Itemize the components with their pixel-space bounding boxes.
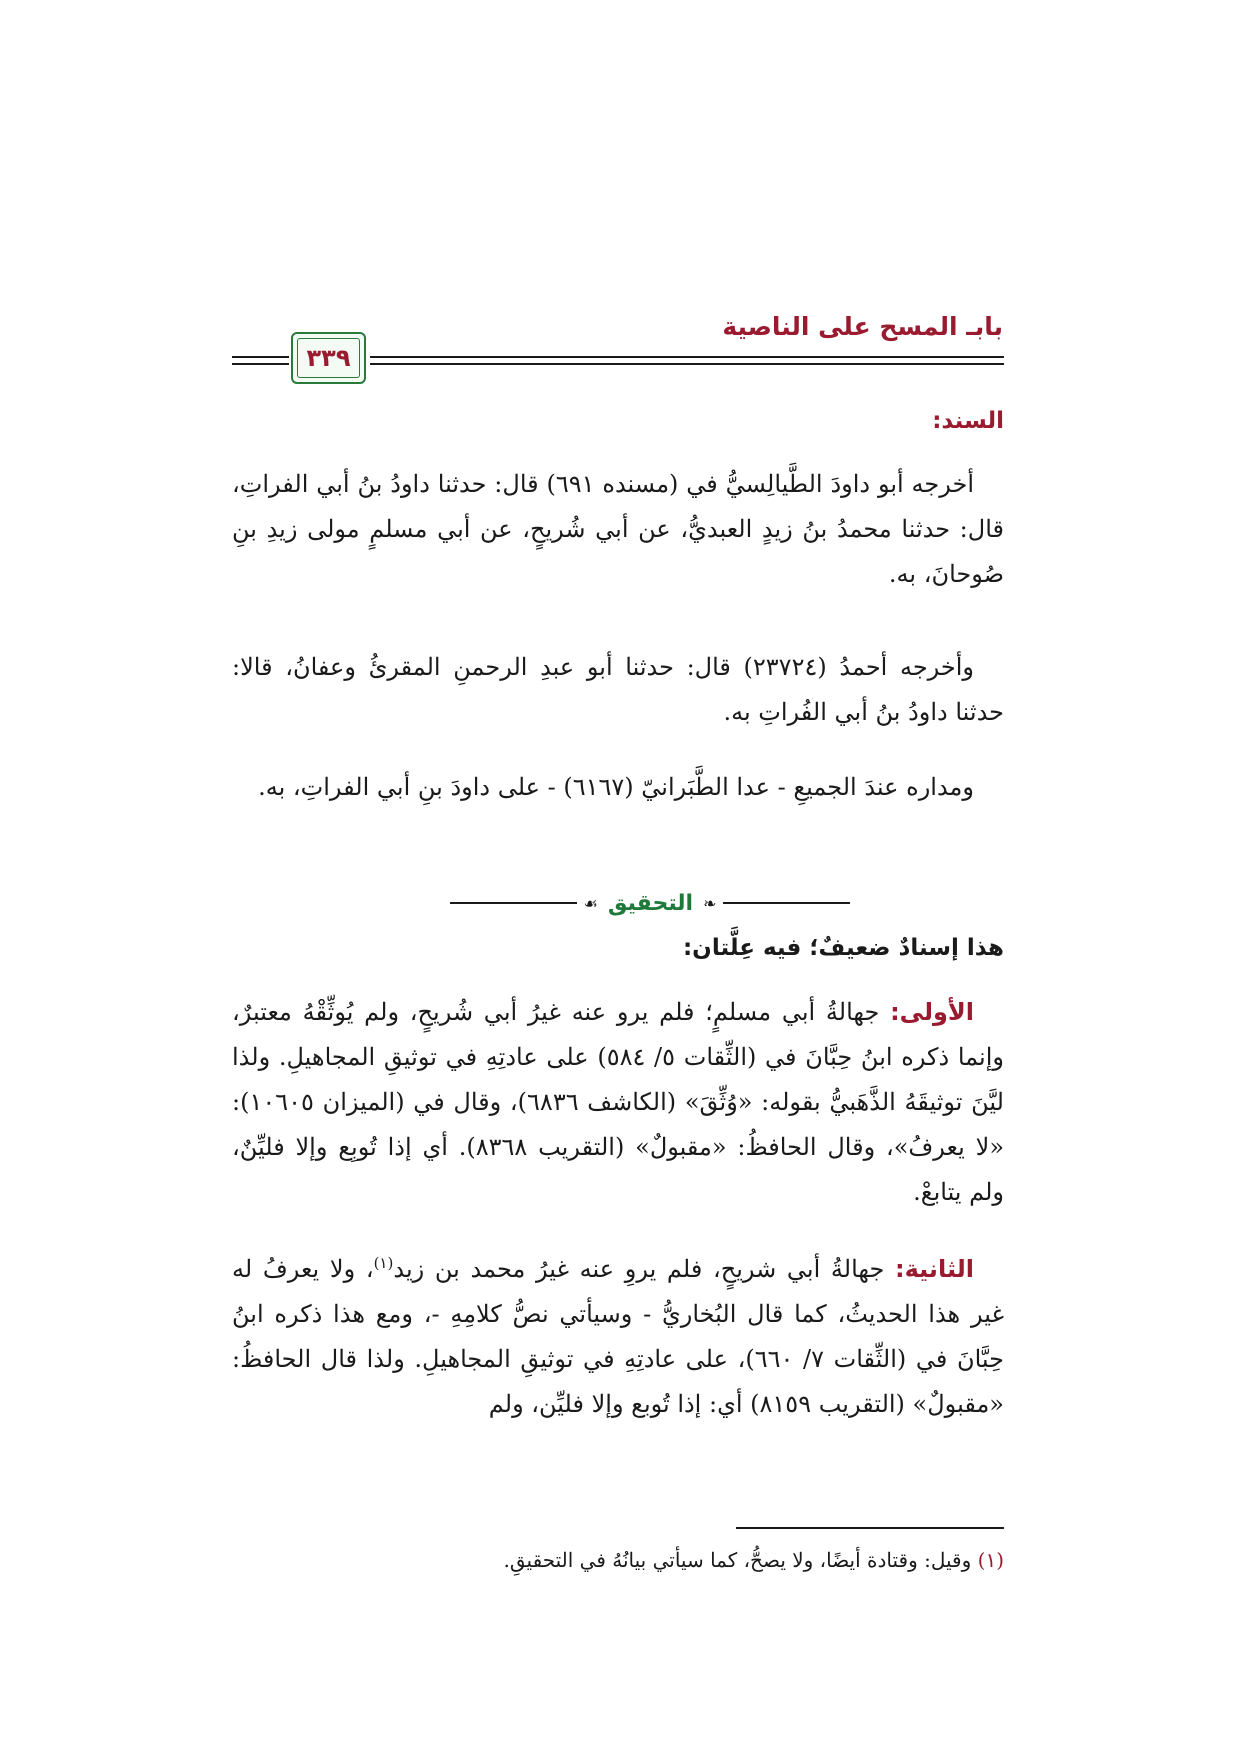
page-number-badge [291, 332, 366, 384]
chapter-title: بابـ المسح على الناصية [722, 312, 1003, 341]
ornament-icon: ❧ [703, 893, 717, 913]
paragraph-text [232, 990, 1004, 1215]
paragraph-text: وأخرجه أحمدُ (٢٣٧٢٤) قال: حدثنا أبو عبدِ الرحمنِ المقرئُ وعفانُ، قالا: حدثنا داودُ بنُ أبي الفُراتِ به. [232, 653, 1004, 726]
header-rule-left-top [232, 356, 289, 358]
sanad-paragraph-2 [232, 645, 1004, 735]
paragraph-text: أخرجه أبو داودَ الطَّيالِسيُّ في (مسنده ٦٩١) قال: حدثنا داودُ بنُ أبي الفراتِ، قال: حدثنا محمدُ بنُ زيدٍ العبديُّ، عن أبي شُريحٍ، عن أبي مسلمٍ مولى زيدِ بنِ صُوحانَ، به. [232, 470, 1004, 588]
second-text-b: ، ولا يعرفُ له غير هذا الحديثُ، كما قال البُخاريُّ - وسيأتي نصُّ كلامِهِ -، ومع هذا ذكره ابنُ حِبَّانَ في (الثِّقات ٧/ ٦٦٠)، على عادتِهِ في توثيقِ المجاهيلِ. ولذا قال الحافظُ: «مقبولٌ» (التقريب ٨١٥٩) أي: إذا تُوبع وإلا فليِّن، ولم [232, 1255, 1005, 1418]
footnote-reference[interactable]: (١) [373, 1254, 394, 1272]
sanad-paragraph-1 [232, 462, 1004, 597]
first-label: الأولى: [890, 998, 974, 1026]
tahqiq-divider [450, 888, 850, 918]
footnote-text: وقيل: وقتادة أيضًا، ولا يصحُّ، كما سيأتي بيانُهُ في التحقيقِ. [503, 1548, 972, 1572]
footnote-number: (١) [977, 1548, 1004, 1572]
paragraph-text: ومداره عندَ الجميعِ - عدا الطَّبَرانيّ (٦١٦٧) - على داودَ بنِ أبي الفراتِ، به. [258, 773, 974, 801]
ornament-icon: ☙ [583, 893, 598, 913]
second-label: الثانية: [894, 1255, 974, 1283]
tahqiq-heading: هذا إسنادٌ ضعيفٌ؛ فيه عِلَّتان: [682, 935, 1004, 961]
footnote-rule [736, 1527, 1004, 1529]
header-rule-top [370, 356, 1004, 358]
page-number: ٣٣٩ [306, 344, 351, 372]
second-text-a: جهالةُ أبي شريحٍ، فلم يروِ عنه غيرُ محمد بن زيد [393, 1255, 885, 1283]
first-defect-paragraph [232, 990, 1004, 1215]
tahqiq-title: التحقيق [607, 890, 694, 916]
paragraph-text [232, 1247, 1004, 1427]
footnote [504, 1545, 1004, 1575]
header-rule-left-bottom [232, 363, 289, 365]
divider-line-left [450, 902, 577, 904]
first-text: جهالةُ أبي مسلمٍ؛ فلم يرو عنه غيرُ أبي شُريحٍ، ولم يُوثِّقْهُ معتبرٌ، وإنما ذكره ابنُ حِبَّانَ في (الثِّقات ٥/ ٥٨٤) على عادتِهِ في توثيقِ المجاهيلِ. ولذا ليَّنَ توثيقَهُ الذَّهَبيُّ بقوله: «وُثِّقَ» (الكاشف ٦٨٣٦)، وقال في (الميزان ١٠٦٠٥): «لا يعرفُ»، وقال الحافظُ: «مقبولٌ» (التقريب ٨٣٦٨). أي إذا تُوبِع وإلا فليِّنٌ، ولم يتابعْ. [232, 998, 1005, 1206]
sanad-paragraph-3 [232, 765, 1004, 810]
second-defect-paragraph [232, 1247, 1004, 1427]
header-rule-bottom [370, 363, 1004, 365]
divider-line-right [723, 902, 850, 904]
sanad-label: السند: [932, 408, 1004, 434]
